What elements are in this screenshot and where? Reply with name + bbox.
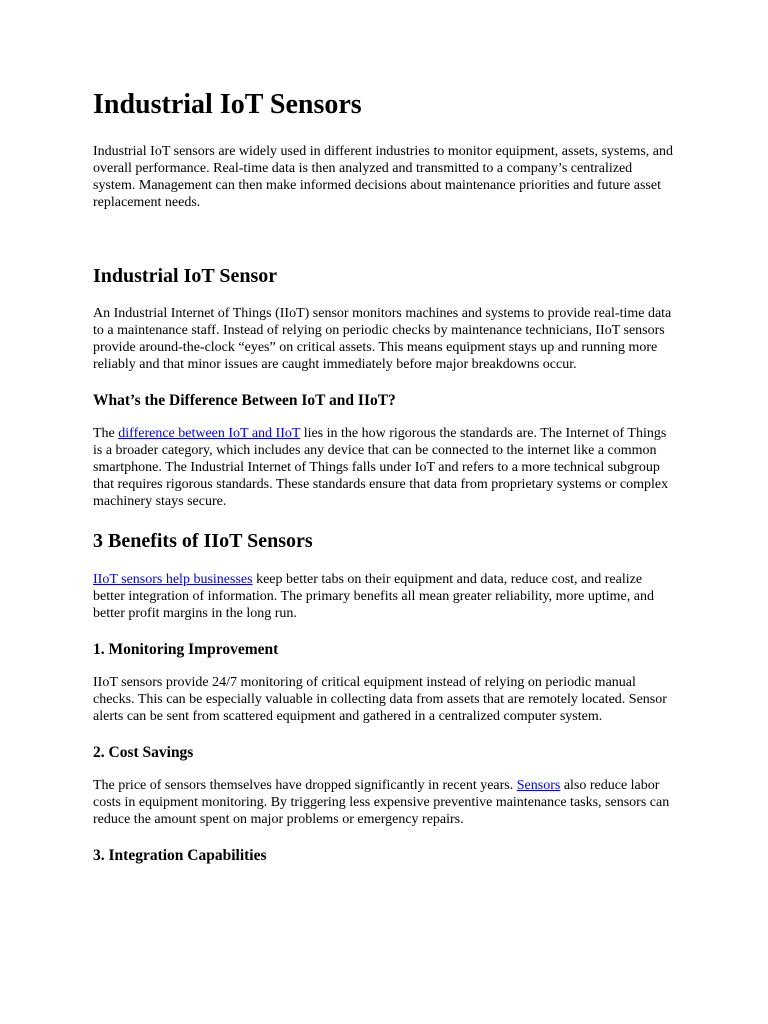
section-heading-iot-sensor: Industrial IoT Sensor	[93, 265, 278, 287]
benefits-intro-paragraph	[93, 571, 673, 622]
benefit-heading-cost-savings: 2. Cost Savings	[93, 744, 194, 761]
sensors-link[interactable]: Sensors	[516, 778, 561, 793]
subheading-iot-vs-iiot: What’s the Difference Between IoT and IIoT?	[93, 392, 396, 409]
section-heading-benefits: 3 Benefits of IIoT Sensors	[93, 530, 313, 552]
benefit-heading-integration: 3. Integration Capabilities	[93, 847, 267, 864]
iiot-sensors-help-businesses-link[interactable]: IIoT sensors help businesses	[93, 572, 253, 587]
iot-vs-iiot-text-after: lies in the how rigorous the standards are. The Internet of Things is a broader category, which includes any device that can be connected to the internet like a common smartphone. The Industrial Internet of Things falls under IoT and refers to a more technical subgroup that requires rigorous standards. These standards ensure that data from proprietary systems or complex machinery stays secure.	[93, 426, 669, 509]
page-title: Industrial IoT Sensors	[93, 89, 362, 120]
benefit-monitoring-paragraph: IIoT sensors provide 24/7 monitoring of critical equipment instead of relying on periodic manual checks. This can be especially valuable in collecting data from assets that are remotely located. Sensor alerts can be sent from scattered equipment and gathered in a centralized computer system.	[93, 675, 667, 724]
iot-vs-iiot-paragraph	[93, 425, 673, 510]
benefit-heading-monitoring: 1. Monitoring Improvement	[93, 641, 279, 658]
document-page	[93, 86, 673, 880]
intro-paragraph: Industrial IoT sensors are widely used in different industries to monitor equipment, assets, systems, and overall performance. Real-time data is then analyzed and transmitted to a company’s centralized system. Management can then make informed decisions about maintenance priorities and future asset replacement needs.	[93, 144, 673, 210]
difference-iot-iiot-link[interactable]: difference between IoT and IIoT	[118, 426, 301, 441]
cost-savings-text-before: The price of sensors themselves have dropped significantly in recent years.	[93, 778, 517, 793]
iot-vs-iiot-text-before: The	[93, 426, 119, 441]
cost-savings-text-after: also reduce labor costs in equipment monitoring. By triggering less expensive preventive maintenance tasks, sensors can reduce the amount spent on major problems or emergency repairs.	[93, 778, 670, 827]
section-iot-sensor-paragraph: An Industrial Internet of Things (IIoT) sensor monitors machines and systems to provide real-time data to a maintenance staff. Instead of relying on periodic checks by maintenance technicians, IIoT sensors provide around-the-clock “eyes” on critical assets. This means equipment stays up and running more reliably and that minor issues are caught immediately before major breakdowns occur.	[93, 306, 672, 372]
benefits-intro-text: keep better tabs on their equipment and data, reduce cost, and realize better integration of information. The primary benefits all mean greater reliability, more uptime, and better profit margins in the long run.	[93, 572, 654, 621]
benefit-cost-savings-paragraph	[93, 777, 673, 828]
